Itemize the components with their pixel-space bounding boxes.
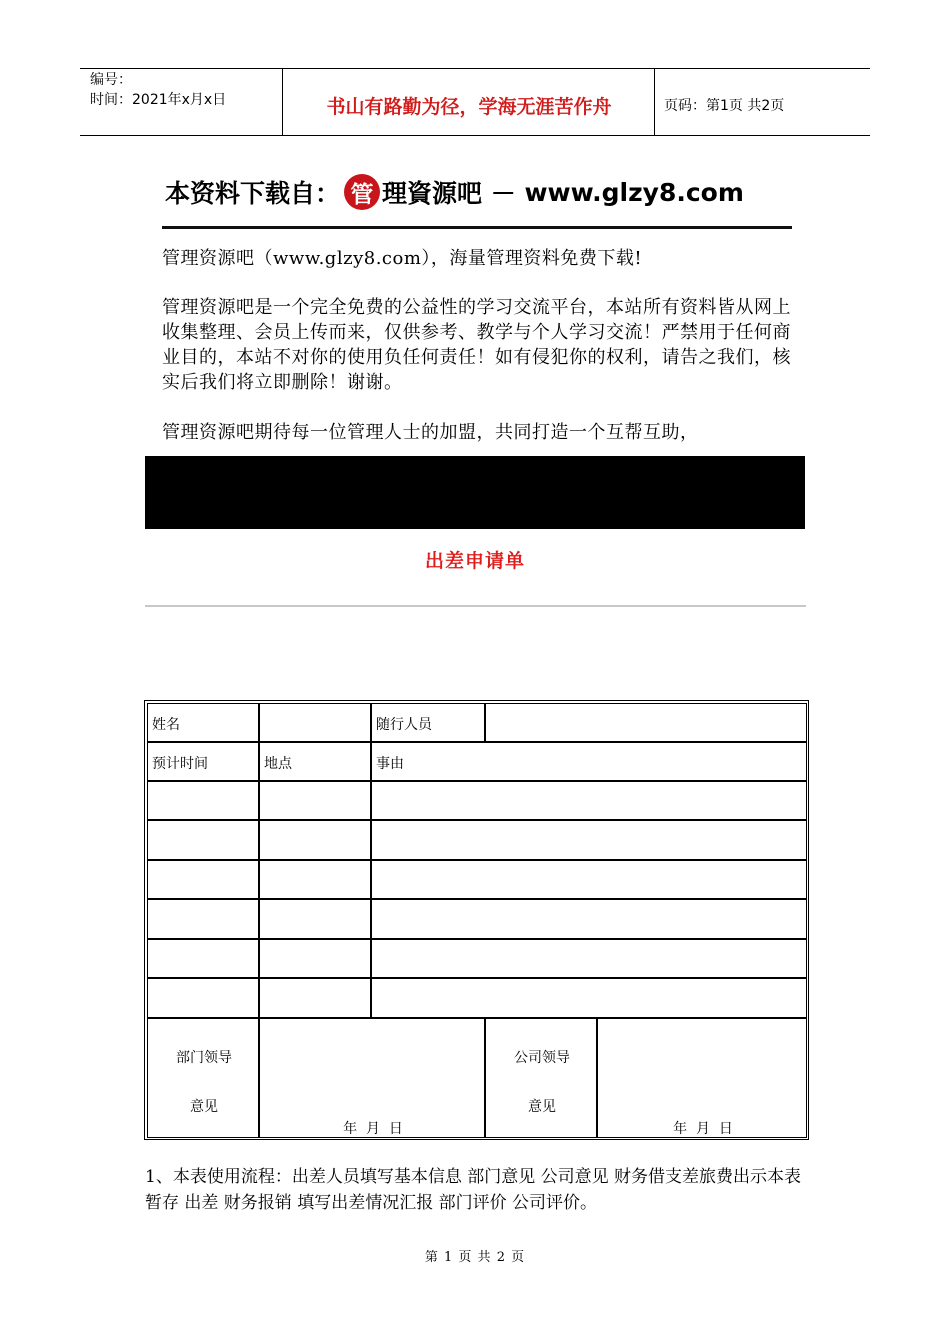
time-input-cell[interactable] <box>147 820 259 860</box>
place-label-cell <box>259 742 371 781</box>
time-input-cell[interactable] <box>147 781 259 820</box>
reason-input-cell[interactable] <box>371 978 807 1018</box>
time-input-cell[interactable] <box>147 939 259 978</box>
company-opinion-label-1: 公司领导 <box>514 1050 570 1066</box>
page-footer: 第 1 页 共 2 页 <box>424 1250 526 1265</box>
place-input-cell[interactable] <box>259 899 371 939</box>
company-opinion-label-cell <box>485 1018 597 1138</box>
dept-opinion-label-2: 意见 <box>190 1099 218 1115</box>
time-input-cell[interactable] <box>147 899 259 939</box>
intro-paragraph: 管理资源吧是一个完全免费的公益性的学习交流平台，本站所有资料皆从网上收集整理、会员上传而来，仅供参考、教学与个人学习交流！严禁用于任何商业目的，本站不对你的使用负任何责任！如有侵犯你的权利，请告之我们，核实后我们将立即删除！谢谢。 <box>162 297 791 393</box>
companions-label-cell <box>371 703 485 742</box>
name-field[interactable] <box>259 703 371 742</box>
intro-line: 管理资源吧（www.glzy8.com），海量管理资料免费下载! <box>162 248 643 269</box>
dept-opinion-field[interactable] <box>259 1018 485 1138</box>
name-label-cell <box>147 703 259 742</box>
intro-paragraph-join: 管理资源吧期待每一位管理人士的加盟，共同打造一个互帮互助， <box>162 422 699 443</box>
time-label: 时间：2021年x月x日 <box>90 92 227 108</box>
site-logo-icon: 管 <box>344 174 380 210</box>
company-opinion-label-2: 意见 <box>528 1099 556 1115</box>
reason-input-cell[interactable] <box>371 939 807 978</box>
reason-label: 事由 <box>376 756 404 772</box>
reason-input-cell[interactable] <box>371 820 807 860</box>
dept-date-label: 年 月 日 <box>343 1121 403 1137</box>
banner-prefix: 本资料下载自： <box>165 179 341 208</box>
name-label: 姓名 <box>152 717 180 733</box>
header-motto: 书山有路勤为径，学海无涯苦作舟 <box>326 96 612 118</box>
time-input-cell[interactable] <box>147 860 259 899</box>
header-divider-right <box>654 68 655 136</box>
header-page-number: 页码：第1页 共2页 <box>664 98 785 114</box>
time-label-cell <box>147 742 259 781</box>
header-meta <box>90 70 226 110</box>
place-input-cell[interactable] <box>259 978 371 1018</box>
dept-opinion-label-1: 部门领导 <box>176 1050 232 1066</box>
header-divider-left <box>282 68 283 136</box>
companions-field[interactable] <box>485 703 807 742</box>
reason-label-cell <box>371 742 807 781</box>
place-input-cell[interactable] <box>259 781 371 820</box>
place-input-cell[interactable] <box>259 939 371 978</box>
reason-input-cell[interactable] <box>371 899 807 939</box>
reason-input-cell[interactable] <box>371 860 807 899</box>
banner-site-name: 理資源吧 <box>382 179 483 208</box>
travel-request-table <box>144 700 809 1140</box>
companions-label: 随行人员 <box>376 717 432 733</box>
serial-label: 编号： <box>90 72 132 88</box>
header-bottom-rule <box>80 135 870 136</box>
banner-url[interactable]: www.glzy8.com <box>524 177 744 207</box>
dept-opinion-label-cell <box>147 1018 259 1138</box>
place-input-cell[interactable] <box>259 860 371 899</box>
place-label: 地点 <box>264 756 292 772</box>
form-title: 出差申请单 <box>424 550 525 572</box>
reason-input-cell[interactable] <box>371 781 807 820</box>
header-top-rule <box>80 68 870 69</box>
usage-note: 1、本表使用流程：出差人员填写基本信息 部门意见 公司意见 财务借支差旅费出示本表 暂存 出差 财务报销 填写出差情况汇报 部门评价 公司评价。 <box>145 1167 802 1213</box>
banner-dash: － <box>482 179 525 208</box>
redaction-bar <box>145 456 805 529</box>
company-opinion-field[interactable] <box>597 1018 807 1138</box>
time-label: 预计时间 <box>152 756 208 772</box>
banner-rule <box>162 226 792 229</box>
time-input-cell[interactable] <box>147 978 259 1018</box>
place-input-cell[interactable] <box>259 820 371 860</box>
company-date-label: 年 月 日 <box>673 1121 733 1137</box>
source-banner <box>165 172 744 212</box>
title-rule <box>145 605 806 607</box>
